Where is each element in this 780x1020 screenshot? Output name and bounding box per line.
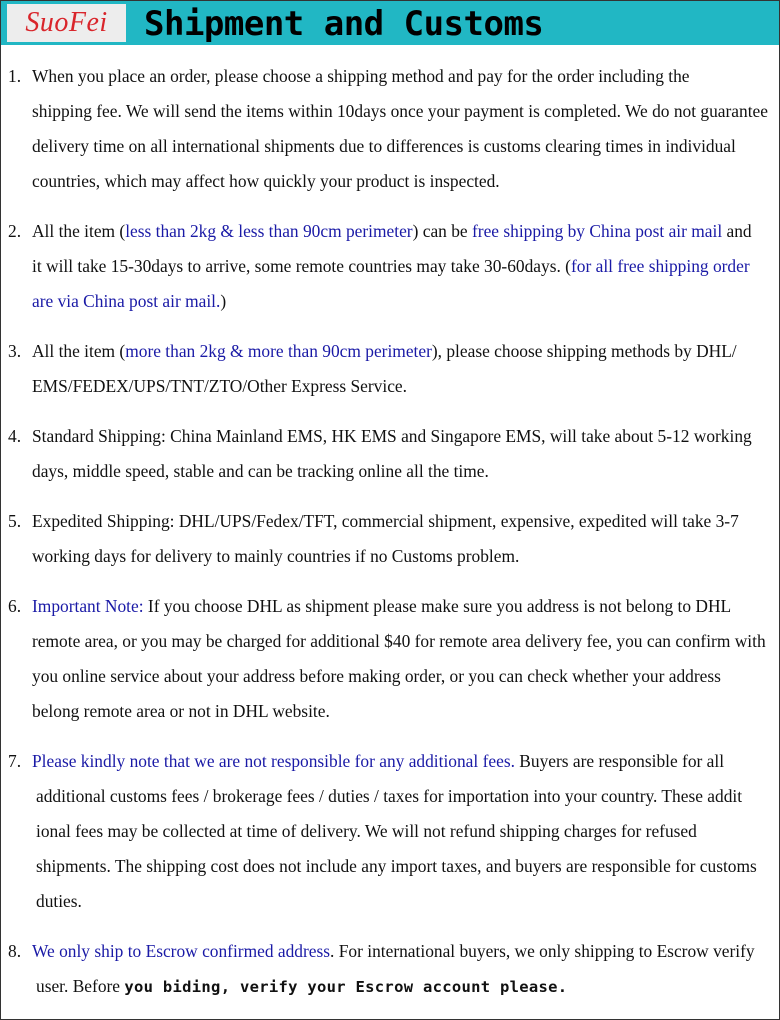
item-text-line: EMS/FEDEX/UPS/TNT/ZTO/Other Express Service. [32,376,407,396]
item-text-line: additional customs fees / brokerage fees / duties / taxes for importation into your country. These addit [36,786,743,806]
list-item-8 [1,934,779,1005]
item-text-line [32,284,771,319]
escrow-verify-note: you biding, verify your Escrow account please. [124,978,568,996]
text-segment: . For international buyers, we only shipping to Escrow verify [330,941,755,961]
item-text-line [32,589,771,624]
policy-list [1,59,779,1020]
item-number: 8. [8,941,22,961]
free-shipping-note-highlight: for all free shipping order [570,256,750,276]
item-text-line: countries, which may affect how quickly your product is inspected. [32,171,500,191]
list-item-3 [1,334,779,404]
header-bar [1,1,779,45]
item-number: 4. [8,426,22,446]
item-text-line [32,249,771,284]
item-number: 5. [8,511,22,531]
item-text-line [32,744,771,779]
list-item-5 [1,504,779,574]
text-segment: user. Before [36,976,125,996]
item-text-line: working days for delivery to mainly countries if no Customs problem. [32,546,520,566]
item-number: 6. [8,596,22,616]
weight-limit-highlight: less than 2kg & less than 90cm perimeter [125,221,413,241]
item-text-line: delivery time on all international shipments due to differences is customs clearing times in individual [32,136,736,156]
list-item-2 [1,214,779,319]
escrow-highlight: We only ship to Escrow confirmed address [32,941,331,961]
text-segment: All the item ( [32,221,126,241]
weight-limit-highlight: more than 2kg & more than 90cm perimeter [125,341,432,361]
item-text-line: duties. [36,891,82,911]
item-text-line: belong remote area or not in DHL website. [32,701,330,721]
item-text-line [32,969,771,1005]
brand-logo: SuoFei [7,4,126,42]
item-number: 3. [8,341,22,361]
item-text-line: remote area, or you may be charged for additional $40 for remote area delivery fee, you can confirm with [32,631,766,651]
item-text-line [32,214,771,249]
item-text-line: Expedited Shipping: DHL/UPS/Fedex/TFT, commercial shipment, expensive, expedited will take 3-7 [32,511,739,531]
text-segment: Buyers are responsible for all [514,751,725,771]
free-shipping-note-highlight: are via China post air mail. [32,291,221,311]
item-text-line: you online service about your address before making order, or you can check whether your address [32,666,721,686]
item-number: 2. [8,221,22,241]
text-segment: If you choose DHL as shipment please make sure you address is not belong to DHL [143,596,732,616]
item-number: 7. [8,751,22,771]
item-text-line: When you place an order, please choose a shipping method and pay for the order including the [32,66,690,86]
page-title: Shipment and Customs [144,4,544,44]
list-item-1 [1,59,779,199]
text-segment: and [722,221,752,241]
item-text-line: shipping fee. We will send the items within 10days once your payment is completed. We do not guarantee [32,101,768,121]
text-segment: ) can be [412,221,472,241]
list-item-6 [1,589,779,729]
item-text-line [32,334,771,369]
item-text-line: ional fees may be collected at time of delivery. We will not refund shipping charges for refused [36,821,697,841]
item-text-line [32,934,771,969]
fees-notice-highlight: Please kindly note that we are not responsible for any additional fees. [32,751,515,771]
item-number: 1. [8,66,22,86]
text-segment: it will take 15-30days to arrive, some remote countries may take 30-60days. ( [32,256,571,276]
list-item-4 [1,419,779,489]
important-note-label: Important Note: [32,596,144,616]
text-segment: All the item ( [32,341,126,361]
item-text-line: days, middle speed, stable and can be tracking online all the time. [32,461,489,481]
list-item-7 [1,744,779,919]
free-shipping-highlight: free shipping by China post air mail [471,221,723,241]
text-segment: ) [220,291,227,311]
item-text-line: Standard Shipping: China Mainland EMS, HK EMS and Singapore EMS, will take about 5-12 working [32,426,752,446]
text-segment: ), please choose shipping methods by DHL/ [431,341,737,361]
item-text-line: shipments. The shipping cost does not include any import taxes, and buyers are responsible for customs [36,856,757,876]
